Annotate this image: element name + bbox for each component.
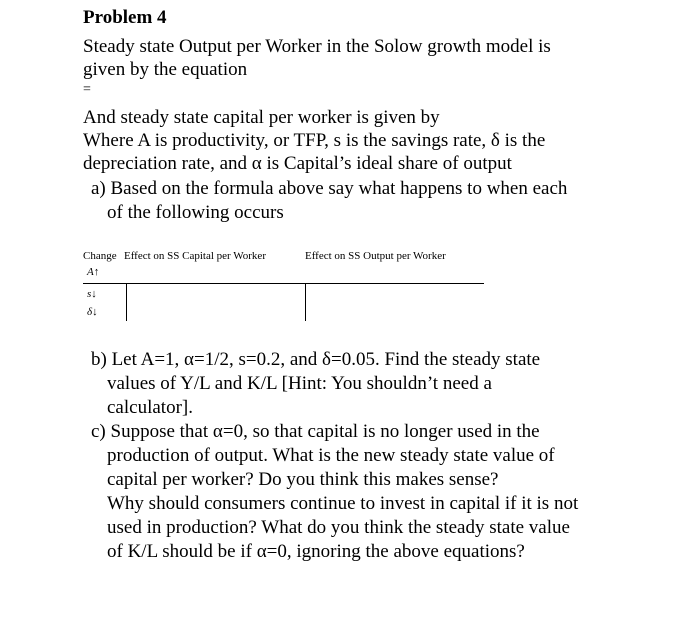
where-line-1: Where A is productivity, or TFP, s is the savings rate, δ is the xyxy=(83,130,546,151)
table-row-label: δ↓ xyxy=(87,306,98,318)
part-a-line-1: a) Based on the formula above say what happens to when each xyxy=(91,178,568,199)
part-c-line-4: Why should consumers continue to invest in capital if it is not xyxy=(107,493,579,514)
table-row-label: s↓ xyxy=(87,288,97,300)
problem-title: Problem 4 xyxy=(83,7,167,28)
where-line-2: depreciation rate, and α is Capital’s ideal share of output xyxy=(83,153,512,174)
part-b-line-1: b) Let A=1, α=1/2, s=0.2, and δ=0.05. Find the steady state xyxy=(91,349,541,370)
table-divider xyxy=(126,284,127,321)
intro-line-1: Steady state Output per Worker in the Solow growth model is xyxy=(83,36,551,57)
part-c-line-6: of K/L should be if α=0, ignoring the above equations? xyxy=(107,541,525,562)
part-c-line-2: production of output. What is the new steady state value of xyxy=(107,445,555,466)
table-header-capital: Effect on SS Capital per Worker xyxy=(124,250,266,262)
table-header-change: Change xyxy=(83,250,117,262)
part-b-line-3: calculator]. xyxy=(107,397,193,418)
part-b-line-2: values of Y/L and K/L [Hint: You shouldn’t need a xyxy=(107,373,492,394)
part-a-line-2: of the following occurs xyxy=(107,202,284,223)
table-row-label: A↑ xyxy=(87,266,100,278)
table-header-output: Effect on SS Output per Worker xyxy=(305,250,446,262)
table-divider xyxy=(305,284,306,321)
table-rule xyxy=(83,283,484,284)
part-c-line-1: c) Suppose that α=0, so that capital is no longer used in the xyxy=(91,421,540,442)
capital-line: And steady state capital per worker is given by xyxy=(83,107,440,128)
part-c-line-5: used in production? What do you think the steady state value xyxy=(107,517,570,538)
part-c-line-3: capital per worker? Do you think this makes sense? xyxy=(107,469,499,490)
intro-line-2: given by the equation xyxy=(83,59,248,80)
equation-placeholder: = xyxy=(83,82,91,97)
